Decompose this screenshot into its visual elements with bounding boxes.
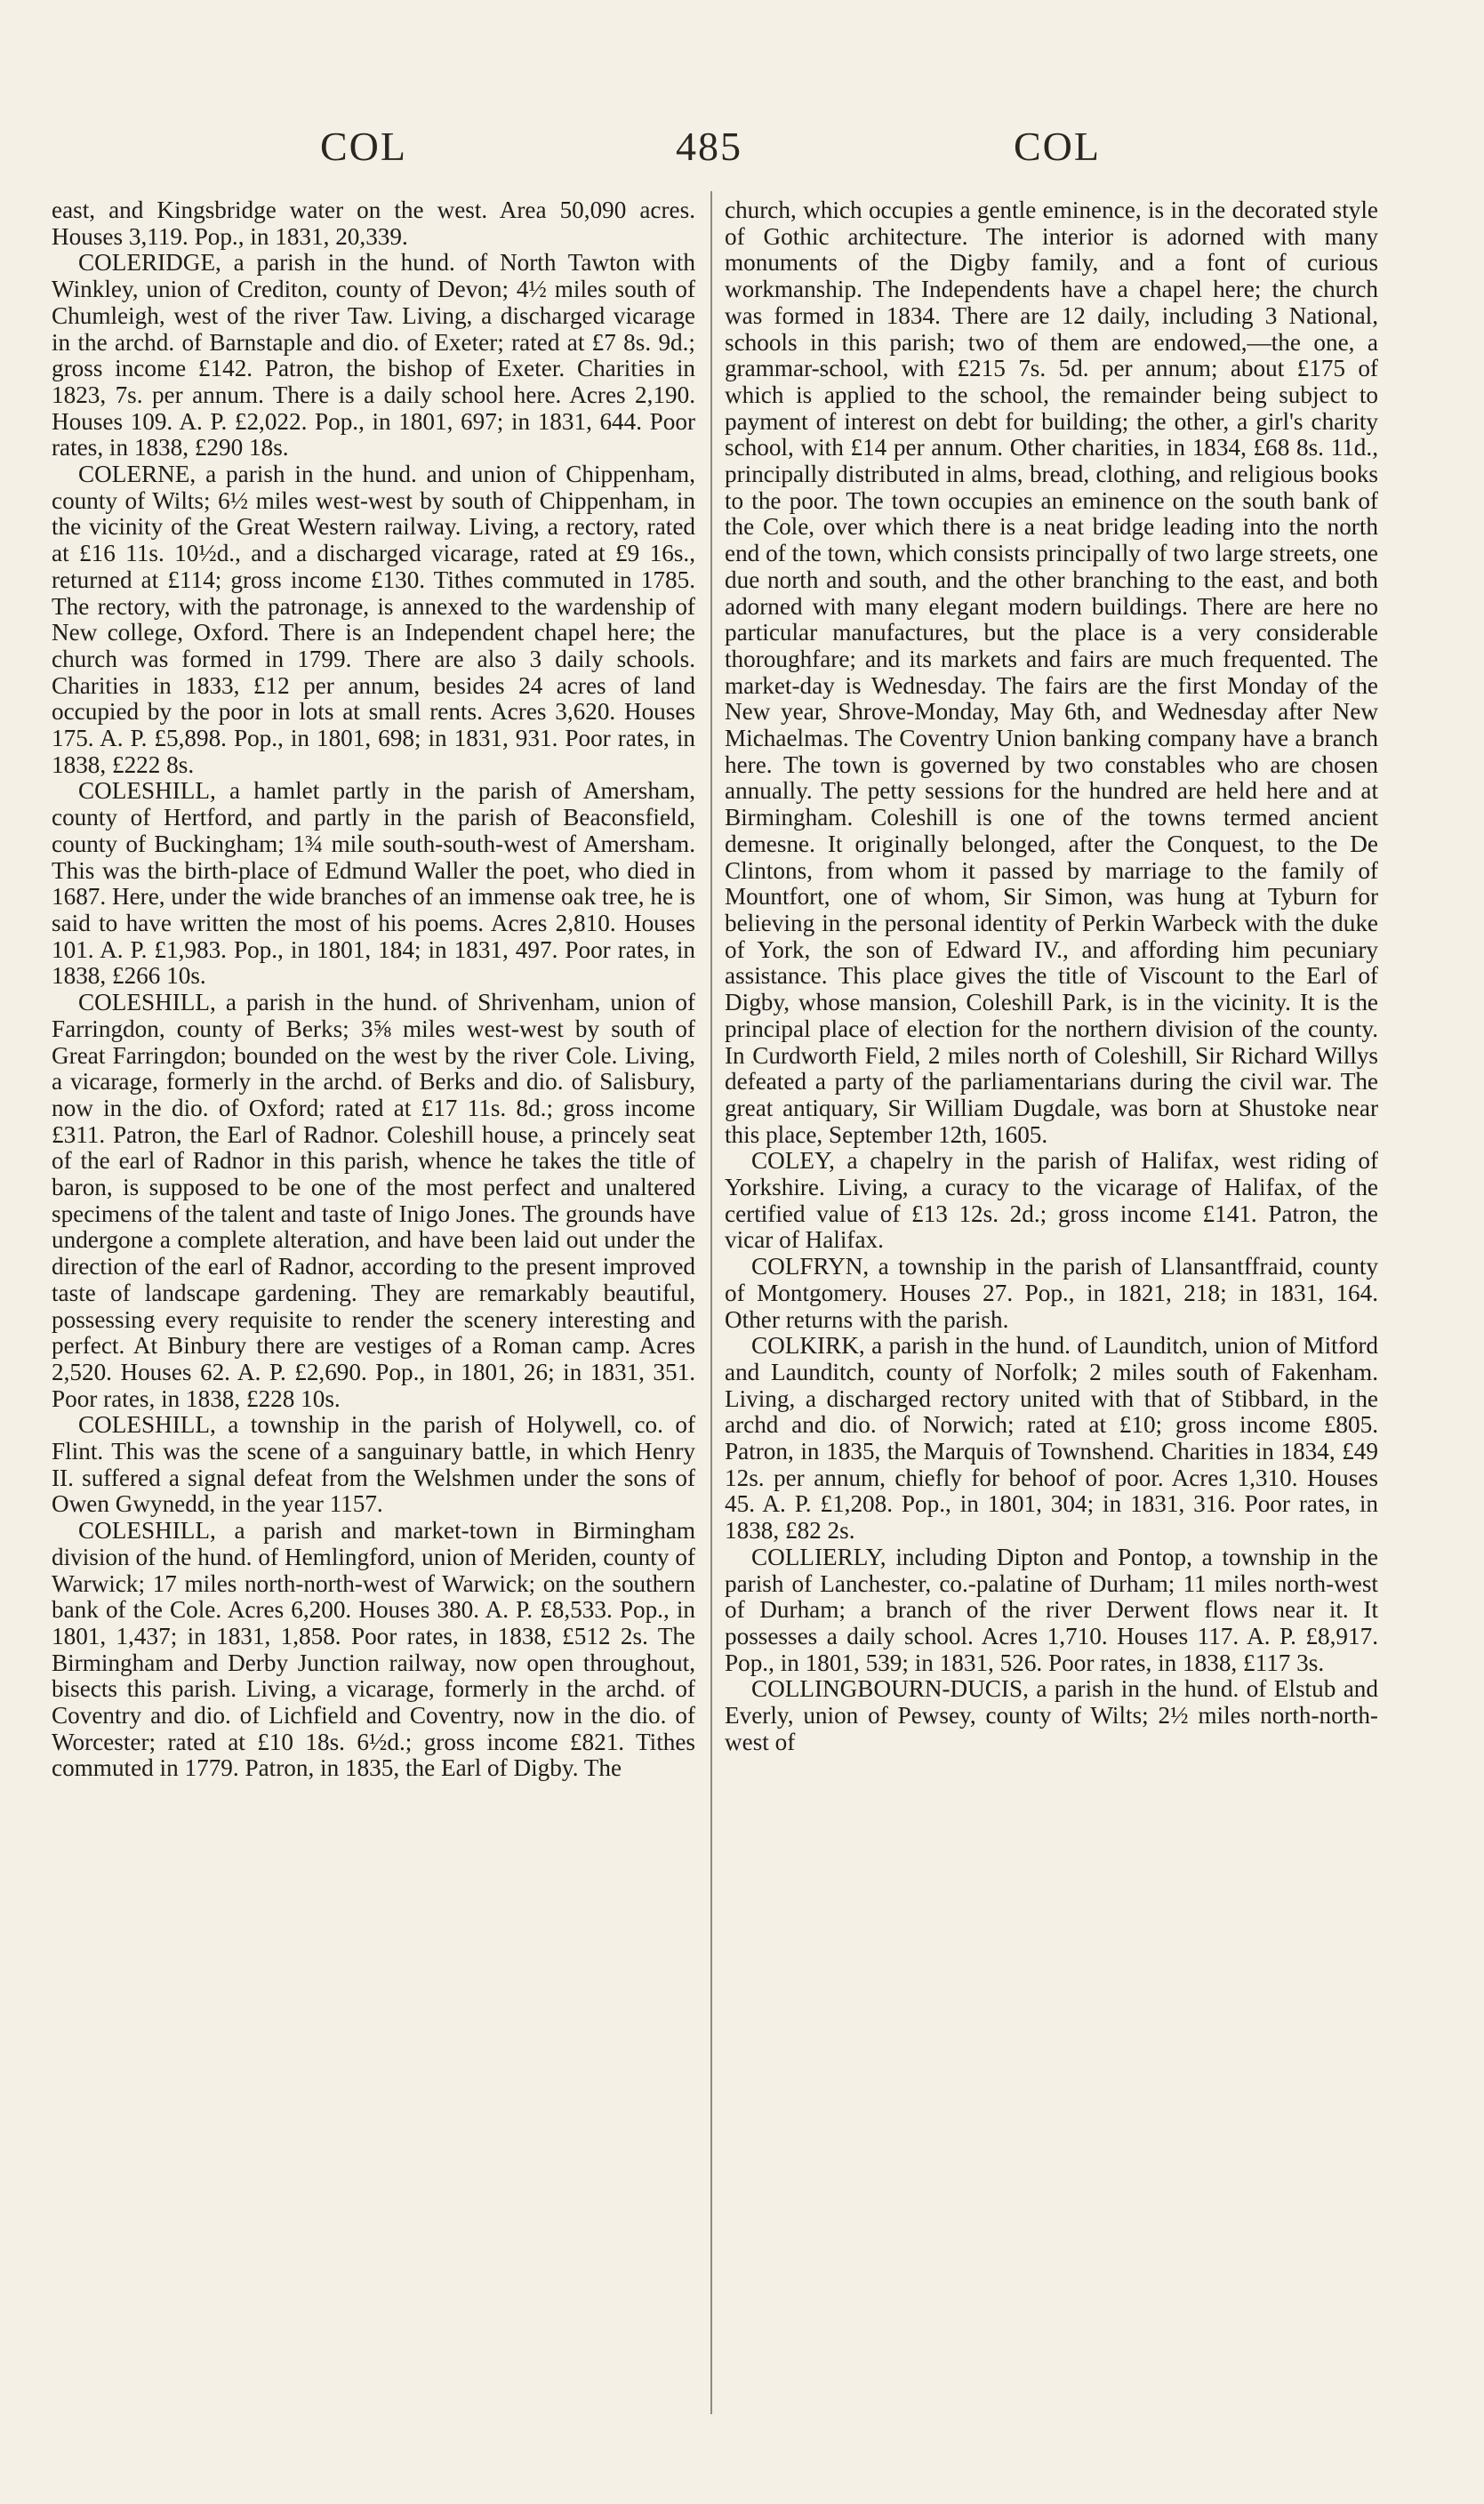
- left-column: [52, 197, 695, 2456]
- page-number: 485: [676, 124, 742, 169]
- entry-coleridge: COLERIDGE, a parish in the hund. of North Tawton with Winkley, union of Crediton, county of Devon; 4½ miles south of Chumleigh, west of the river Taw. Living, a discharged vicarage in the archd. of Barnstaple and dio. of Exeter; rated at £7 8s. 9d.; gross income £142. Patron, the bishop of Exeter. Charities in 1823, 7s. per annum. There is a daily school here. Acres 2,190. Houses 109. A. P. £2,022. Pop., in 1801, 697; in 1831, 644. Poor rates, in 1838, £290 18s.: [52, 249, 695, 461]
- entry-coleshill-warwick: COLESHILL, a parish and market-town in Birmingham division of the hund. of Hemlingford, union of Meriden, county of Warwick; 17 miles north-north-west of Warwick; on the southern bank of the Cole. Acres 6,200. Houses 380. A. P. £8,533. Pop., in 1801, 1,437; in 1831, 1,858. Poor rates, in 1838, £512 2s. The Birmingham and Derby Junction railway, now open throughout, bisects this parish. Living, a vicarage, formerly in the archd. of Coventry and dio. of Lichfield and Coventry, now in the dio. of Worcester; rated at £10 18s. 6½d.; gross income £821. Tithes commuted in 1779. Patron, in 1835, the Earl of Digby. The: [52, 1517, 695, 1782]
- entry-colfryn: COLFRYN, a township in the parish of Llansantffraid, county of Montgomery. Houses 27. Pop., in 1821, 218; in 1831, 164. Other returns with the parish.: [725, 1253, 1378, 1333]
- entry-collierly: COLLIERLY, including Dipton and Pontop, a township in the parish of Lanchester, co.-palatine of Durham; 11 miles north-west of Durham; a branch of the river Derwent flows near it. It possesses a daily school. Acres 1,710. Houses 117. A. P. £8,917. Pop., in 1801, 539; in 1831, 526. Poor rates, in 1838, £117 3s.: [725, 1543, 1378, 1676]
- entry-colkirk: COLKIRK, a parish in the hund. of Launditch, union of Mitford and Launditch, county of Norfolk; 2 miles south of Fakenham. Living, a discharged rectory united with that of Stibbard, in the archd and dio. of Norwich; rated at £10; gross income £805. Patron, in 1835, the Marquis of Townshend. Charities in 1834, £49 12s. per annum, chiefly for behoof of poor. Acres 1,310. Houses 45. A. P. £1,208. Pop., in 1801, 304; in 1831, 316. Poor rates, in 1838, £82 2s.: [725, 1332, 1378, 1545]
- entry-coleshill-hamlet: COLESHILL, a hamlet partly in the parish of Amersham, county of Hertford, and partly in the parish of Beaconsfield, county of Buckingham; 1¾ mile south-south-west of Amersham. This was the birth-place of Edmund Waller the poet, who died in 1687. Here, under the wide branches of an immense oak tree, he is said to have written the most of his poems. Acres 2,810. Houses 101. A. P. £1,983. Pop., in 1801, 184; in 1831, 497. Poor rates, in 1838, £266 10s.: [52, 777, 695, 990]
- header-right-guide-word: COL: [1014, 124, 1101, 169]
- entry-coleshill-berks: COLESHILL, a parish in the hund. of Shrivenham, union of Farringdon, county of Berks; 3⅝ miles west-west by south of Great Farringdon; bounded on the west by the river Cole. Living, a vicarage, formerly in the archd. of Berks and dio. of Salisbury, now in the dio. of Oxford; rated at £17 11s. 8d.; gross income £311. Patron, the Earl of Radnor. Coleshill house, a princely seat of the earl of Radnor in this parish, whence he takes the title of baron, is supposed to be one of the most perfect and unaltered specimens of the talent and taste of Inigo Jones. The grounds have undergone a complete alteration, and have been laid out under the direction of the earl of Radnor, according to the present improved taste of landscape gardening. They are remarkably beautiful, possessing every requisite to render the scenery interesting and perfect. At Binbury there are vestiges of a Roman camp. Acres 2,520. Houses 62. A. P. £2,690. Pop., in 1801, 26; in 1831, 351. Poor rates, in 1838, £228 10s.: [52, 989, 695, 1412]
- entry-coley: COLEY, a chapelry in the parish of Halifax, west riding of Yorkshire. Living, a curacy to the vicarage of Halifax, of the certified value of £13 12s. 2d.; gross income £141. Patron, the vicar of Halifax.: [725, 1147, 1378, 1254]
- entry-colerne: COLERNE, a parish in the hund. and union of Chippenham, county of Wilts; 6½ miles west-west by south of Chippenham, in the vicinity of the Great Western railway. Living, a rectory, rated at £16 11s. 10½d., and a discharged vicarage, rated at £9 16s., returned at £114; gross income £130. Tithes commuted in 1785. The rectory, with the patronage, is annexed to the wardenship of New college, Oxford. There is an Independent chapel here; the church was formed in 1799. There are also 3 daily schools. Charities in 1833, £12 per annum, besides 24 acres of land occupied by the poor in lots at small rents. Acres 3,620. Houses 175. A. P. £5,898. Pop., in 1801, 698; in 1831, 931. Poor rates, in 1838, £222 8s.: [52, 461, 695, 778]
- entry-coleshill-flint: COLESHILL, a township in the parish of Holywell, co. of Flint. This was the scene of a sanguinary battle, in which Henry II. suffered a signal defeat from the Welshmen under the sons of Owen Gwynedd, in the year 1157.: [52, 1411, 695, 1518]
- header-left-guide-word: COL: [320, 124, 407, 169]
- running-header: [0, 116, 1484, 178]
- entry-coleshill-continued: church, which occupies a gentle eminence, is in the decorated style of Gothic architecture. The interior is adorned with many monuments of the Digby family, and a font of curious workmanship. The Independents have a chapel here; the church was formed in 1834. There are 12 daily, including 3 National, schools in this parish; two of them are endowed,—the one, a grammar-school, with £215 7s. 5d. per annum; about £175 of which is applied to the school, the remainder being subject to payment of interest on debt for building; the other, a girl's charity school, with £14 per annum. Other charities, in 1834, £68 8s. 11d., principally distributed in alms, bread, clothing, and religious books to the poor. The town occupies an eminence on the south bank of the Cole, over which there is a neat bridge leading into the north end of the town, which consists principally of two large streets, one due north and south, and the other branching to the east, and both adorned with many elegant modern buildings. There are here no particular manufactures, but the place is a very considerable thoroughfare; and its markets and fairs are much frequented. The market-day is Wednesday. The fairs are the first Monday of the New year, Shrove-Monday, May 6th, and Wednesday after New Michaelmas. The Coventry Union banking company have a branch here. The town is governed by two constables who are chosen annually. The petty sessions for the hundred are held here and at Birmingham. Coleshill is one of the towns termed ancient demesne. It originally belonged, after the Conquest, to the De Clintons, from whom it passed by marriage to the family of Mountfort, one of whom, Sir Simon, was hung at Tyburn for believing in the personal identity of Perkin Warbeck with the duke of York, the son of Edward IV., and affording him pecuniary assistance. This place gives the title of Viscount to the Earl of Digby, whose mansion, Coleshill Park, is in the vicinity. It is the principal place of election for the northern division of the county. In Curdworth Field, 2 miles north of Coleshill, Sir Richard Willys defeated a party of the parliamentarians during the civil war. The great antiquary, Sir William Dugdale, was born at Shustoke near this place, September 12th, 1605.: [725, 197, 1378, 1148]
- column-divider: [710, 191, 712, 2414]
- entry-continuation: east, and Kingsbridge water on the west. Area 50,090 acres. Houses 3,119. Pop., in 1831, 20,339.: [52, 197, 695, 250]
- entry-collingbourn-ducis: COLLINGBOURN-DUCIS, a parish in the hund. of Elstub and Everly, union of Pewsey, county of Wilts; 2½ miles north-north-west of: [725, 1675, 1378, 1755]
- right-column: [725, 197, 1378, 2456]
